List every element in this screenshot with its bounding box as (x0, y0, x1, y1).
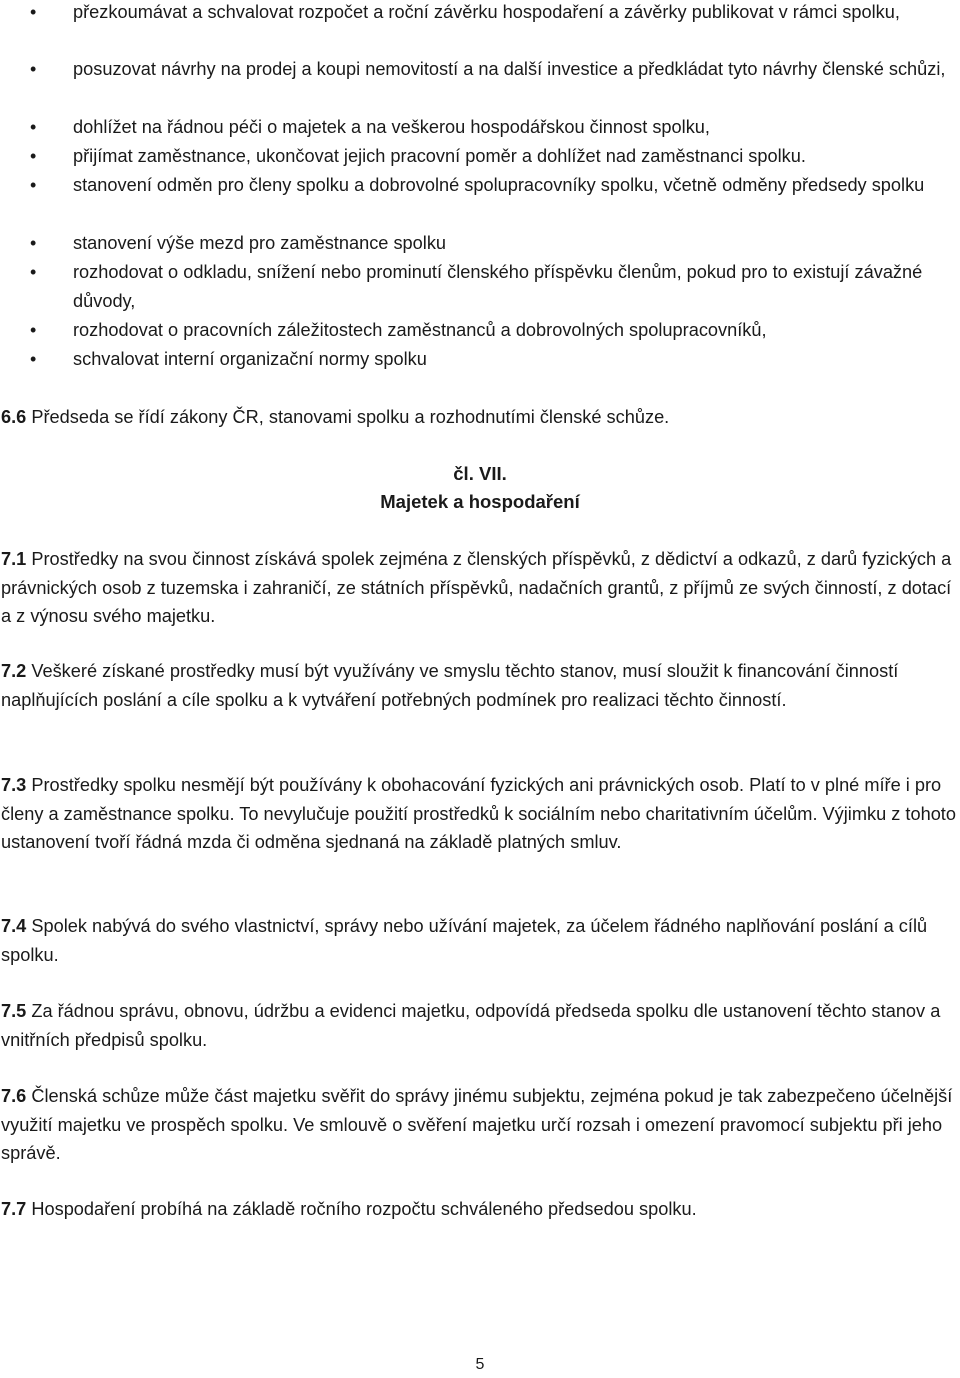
list-item: • stanovení odměn pro členy spolku a dobrovolné spolupracovníky spolku, včetně odměny předsedy spolku (0, 171, 960, 200)
page-number: 5 (475, 1356, 485, 1373)
section-7-2: 7.2 Veškeré získané prostředky musí být využívány ve smyslu těchto stanov, musí sloužit k financování činností naplňujících poslání a cíle spolku a k vytváření potřebných podmínek pro realizaci těchto činností. (1, 661, 899, 710)
list-item: • přijímat zaměstnance, ukončovat jejich pracovní poměr a dohlížet nad zaměstnanci spolku. (0, 142, 960, 171)
list-item: • rozhodovat o odkladu, snížení nebo prominutí členského příspěvku členům, pokud pro to existují závažné důvody, (0, 258, 960, 316)
section-7-6: 7.6 Členská schůze může část majetku svěřit do správy jinému subjektu, zejména pokud je tak zabezpečeno účelnější využití majetku ve prospěch spolku. Ve smlouvě o svěření majetku určí rozsah i omezení pravomocí subjektu při jeho správě. (1, 1086, 953, 1163)
list-item: • dohlížet na řádnou péči o majetek a na veškerou hospodářskou činnost spolku, (0, 113, 960, 142)
section-7-7: 7.7 Hospodaření probíhá na základě ročního rozpočtu schváleného předsedou spolku. (1, 1199, 697, 1219)
list-item: • posuzovat návrhy na prodej a koupi nemovitostí a na další investice a předkládat tyto návrhy členské schůzi, (0, 55, 960, 84)
list-item: • schvalovat interní organizační normy spolku (0, 345, 960, 374)
article-title: Majetek a hospodaření (380, 491, 580, 512)
list-item: • přezkoumávat a schvalovat rozpočet a roční závěrku hospodaření a závěrky publikovat v rámci spolku, (0, 0, 960, 27)
list-item: • stanovení výše mezd pro zaměstnance spolku (0, 229, 960, 258)
section-7-4: 7.4 Spolek nabývá do svého vlastnictví, správy nebo užívání majetek, za účelem řádného naplňování poslání a cílů spolku. (1, 916, 928, 965)
section-7-1: 7.1 Prostředky na svou činnost získává spolek zejména z členských příspěvků, z dědictví a odkazů, z darů fyzických a právnických osob z tuzemska i zahraničí, ze státních příspěvků, nadačních grantů, z příjmů ze svých činností, z dotací a z výnosu svého majetku. (1, 549, 952, 626)
section-7-3: 7.3 Prostředky spolku nesmějí být používány k obohacování fyzických ani právnických osob. Platí to v plné míře i pro členy a zaměstnance spolku. To nevylučuje použití prostředků k sociálním nebo charitativním účelům. Výjimku z tohoto ustanovení tvoří řádná mzda či odměna sjednaná na základě platných smluv. (1, 775, 956, 852)
list-item: • rozhodovat o pracovních záležitostech zaměstnanců a dobrovolných spolupracovníků, (0, 316, 960, 345)
article-number: čl. VII. (453, 463, 507, 484)
section-7-5: 7.5 Za řádnou správu, obnovu, údržbu a evidenci majetku, odpovídá předseda spolku dle ustanovení těchto stanov a vnitřních předpisů spolku. (1, 1001, 941, 1050)
section-6-6: 6.6 Předseda se řídí zákony ČR, stanovami spolku a rozhodnutími členské schůze. (1, 407, 670, 427)
